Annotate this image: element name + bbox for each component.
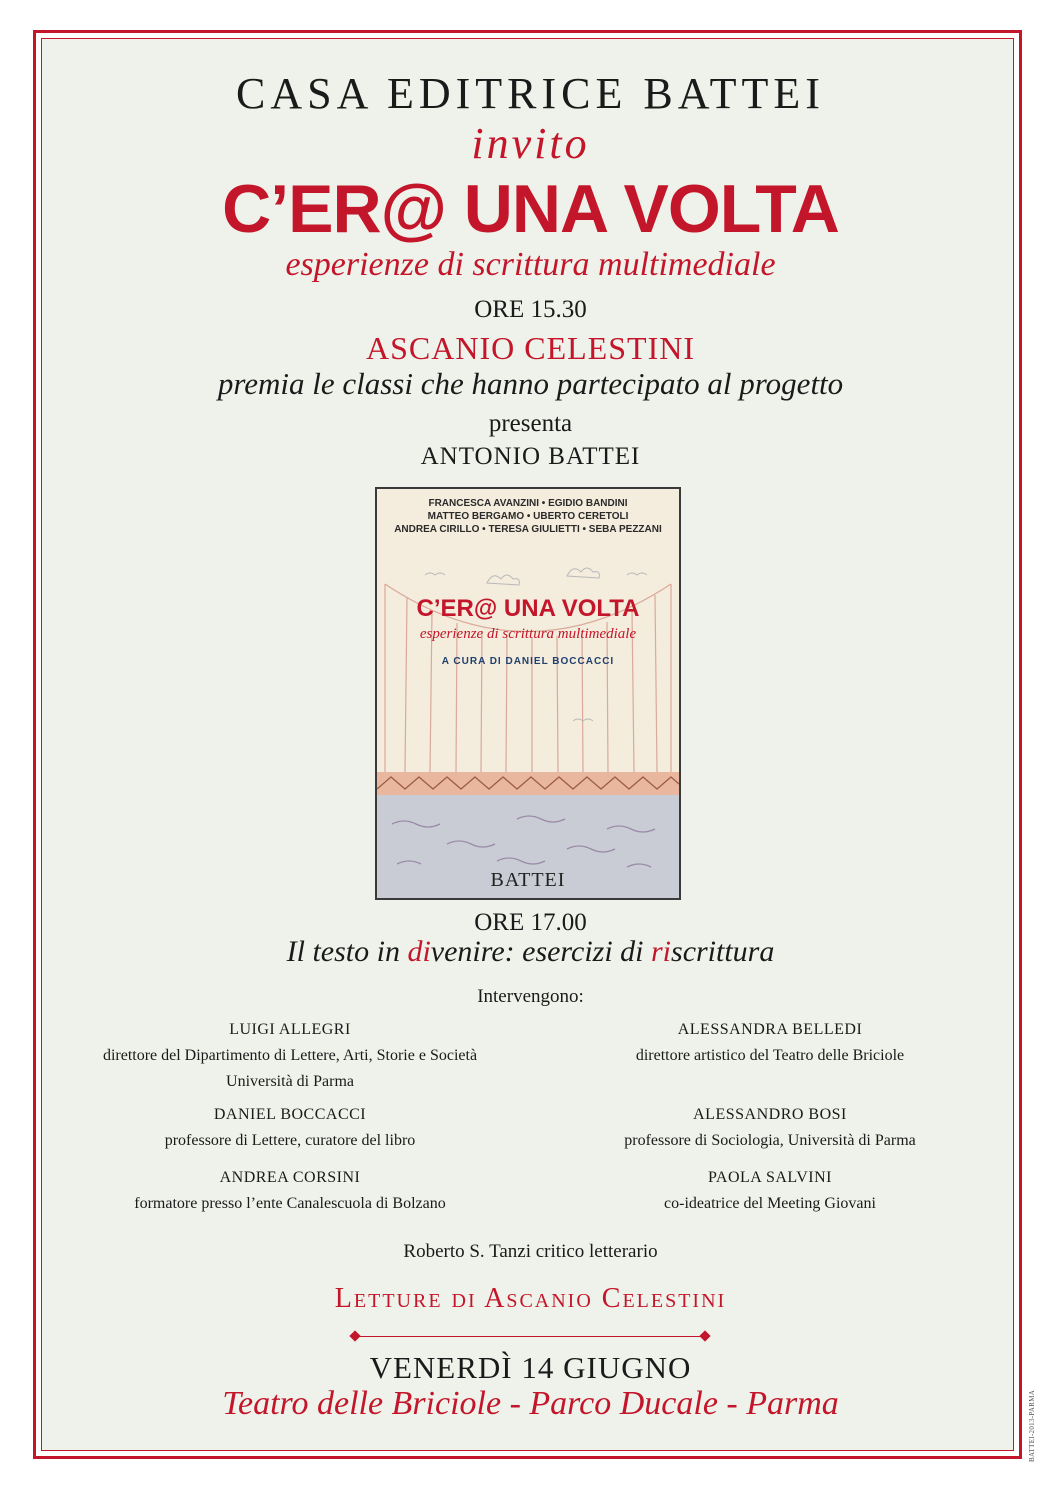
event-subtitle: esperienze di scrittura multimediale [285, 246, 776, 283]
cover-authors-line: MATTEO BERGAMO • UBERTO CERETOLI [427, 511, 629, 522]
session1-speaker: ASCANIO CELESTINI [366, 330, 695, 366]
readings-title: Letture di Ascanio Celestini [334, 1283, 727, 1314]
cover-title: C’ER@ UNA VOLTA [416, 595, 640, 622]
intervengono-label: Intervengono: [477, 986, 584, 1007]
event-date: VENERDÌ 14 GIUGNO [369, 1350, 692, 1385]
event-venue: Teatro delle Briciole - Parco Ducale - Parma [222, 1385, 839, 1422]
session2-title [0, 935, 1061, 969]
speaker-entry [560, 1165, 980, 1217]
speaker-entry [560, 1102, 980, 1154]
cover-illustration [377, 489, 679, 898]
cover-authors-line: FRANCESCA AVANZINI • EGIDIO BANDINI [428, 498, 628, 509]
publisher-name: CASA EDITRICE BATTEI [236, 69, 825, 118]
speaker-role: direttore del Dipartimento di Lettere, Arti, Storie e Società [102, 1047, 478, 1064]
session2-time: ORE 17.00 [474, 909, 587, 936]
speaker-name: ALESSANDRO BOSI [693, 1106, 847, 1123]
speaker-entry [50, 1165, 530, 1217]
invito-label: invito [471, 119, 590, 168]
speaker-role: formatore presso l’ente Canalescuola di Bolzano [134, 1195, 446, 1212]
speaker-entry [50, 1017, 530, 1095]
cover-subtitle: esperienze di scrittura multimediale [419, 626, 637, 642]
book-cover [375, 487, 681, 900]
speaker-role: direttore artistico del Teatro delle Briciole [635, 1047, 905, 1064]
speaker-name: PAOLA SALVINI [707, 1169, 832, 1186]
presenta-label: presenta [488, 410, 573, 437]
cover-publisher: BATTEI [490, 869, 566, 891]
speaker-role: co-ideatrice del Meeting Giovani [664, 1195, 876, 1212]
title-part-highlight: ri [651, 935, 672, 968]
presenter-name: ANTONIO BATTEI [420, 443, 641, 470]
speaker-entry [50, 1102, 530, 1154]
critic-line: Roberto S. Tanzi critico letterario [403, 1241, 658, 1262]
print-credit: BATTEI-2013-PARMA [1028, 1389, 1036, 1462]
speaker-role: professore di Lettere, curatore del libro [164, 1132, 416, 1149]
speaker-name: ANDREA CORSINI [219, 1169, 361, 1186]
speaker-role: professore di Sociologia, Università di Parma [624, 1132, 916, 1149]
speaker-entry [560, 1017, 980, 1069]
title-part: venire: esercizi di [430, 935, 651, 968]
speaker-name: LUIGI ALLEGRI [229, 1021, 351, 1038]
cover-authors-line: ANDREA CIRILLO • TERESA GIULIETTI • SEBA PEZZANI [394, 524, 662, 535]
title-part-highlight: di [407, 935, 431, 968]
speaker-name: ALESSANDRA BELLEDI [677, 1021, 863, 1038]
speaker-role: Università di Parma [226, 1073, 354, 1090]
session1-description: premia le classi che hanno partecipato al progetto [217, 366, 844, 401]
title-part: scrittura [671, 935, 775, 968]
event-title: C’ER@ UNA VOLTA [222, 171, 839, 247]
session1-time: ORE 15.30 [474, 296, 587, 323]
speaker-name: DANIEL BOCCACCI [213, 1106, 367, 1123]
ornamental-divider [355, 1336, 705, 1337]
title-part: Il testo in [286, 935, 408, 968]
cover-editor: A CURA DI DANIEL BOCCACCI [441, 656, 615, 667]
